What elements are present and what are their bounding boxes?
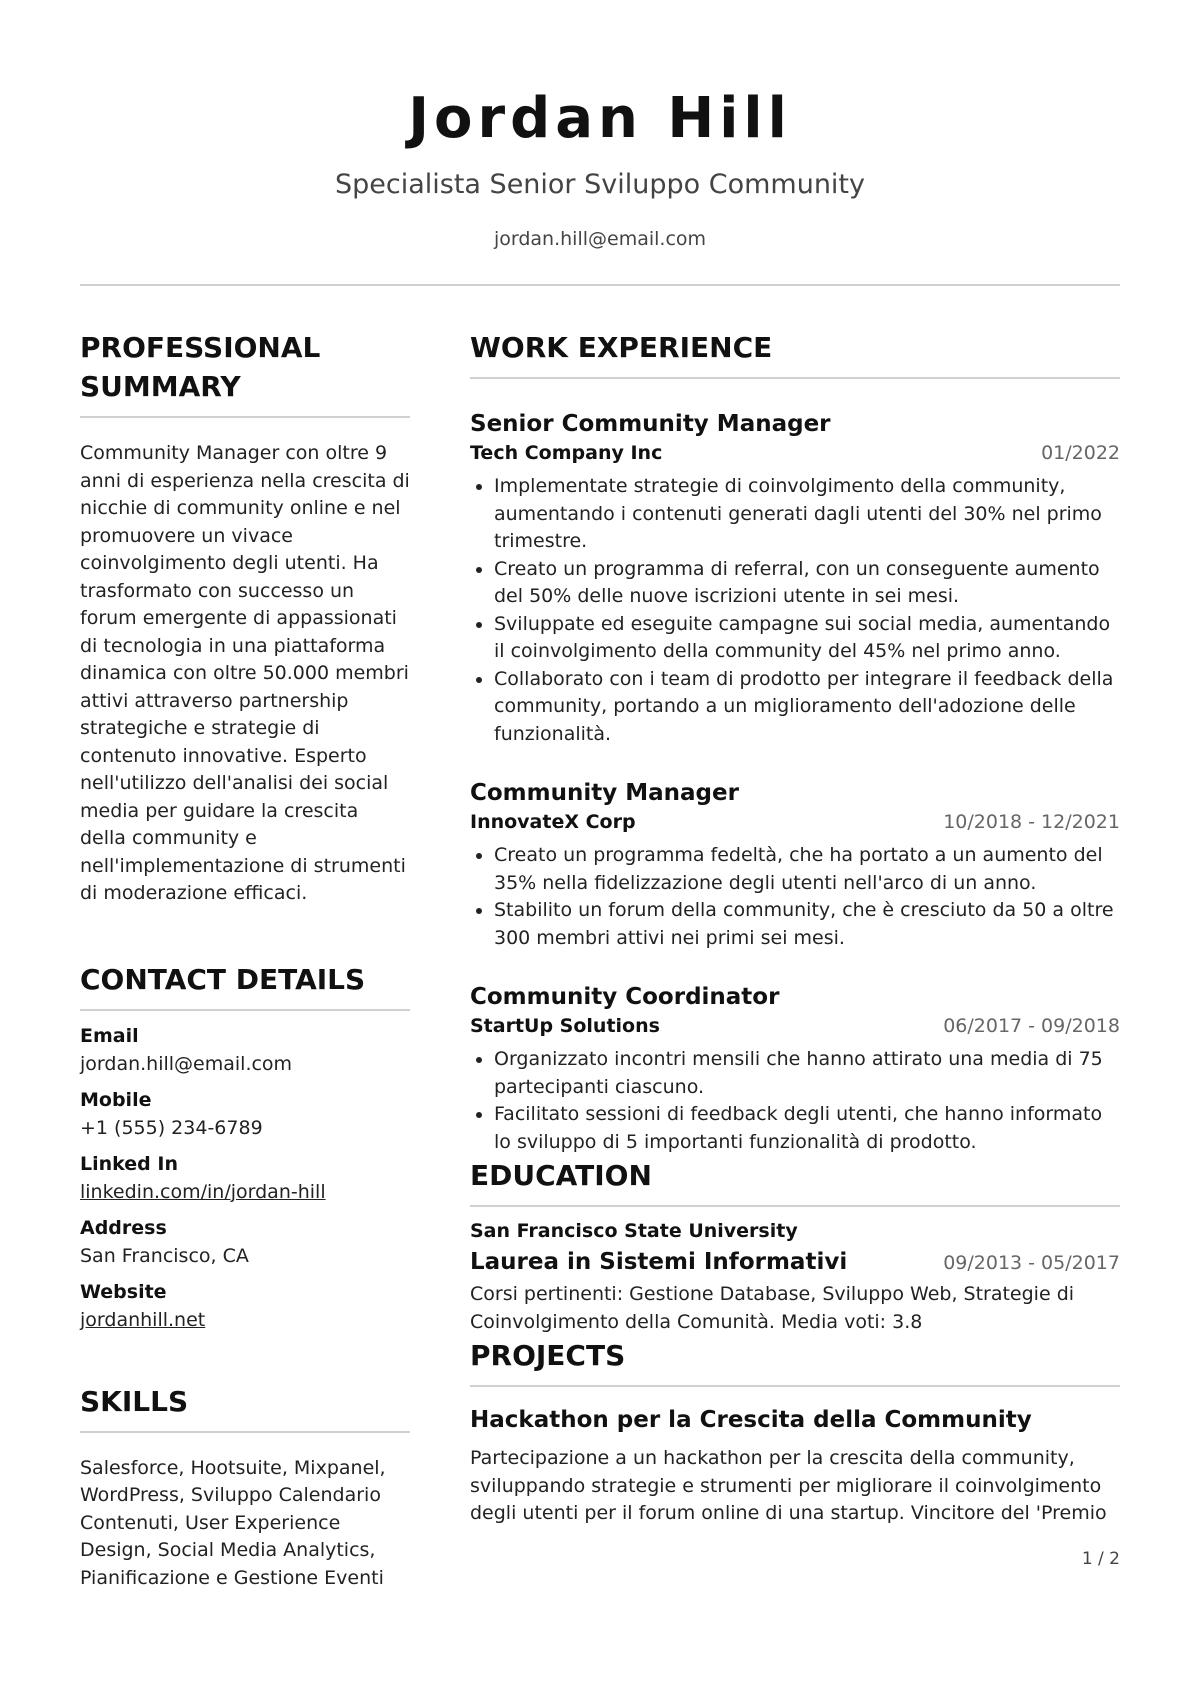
- job-dates: 10/2018 - 12/2021: [943, 811, 1120, 833]
- contact-website-label: Website: [80, 1280, 167, 1303]
- contact-list: [80, 1023, 410, 1334]
- job-dates: 06/2017 - 09/2018: [943, 1015, 1120, 1037]
- contact-email-value: jordan.hill@email.com: [80, 1052, 293, 1075]
- job-entry: [470, 778, 1120, 952]
- projects-heading: PROJECTS: [470, 1339, 626, 1372]
- job-title: Community Coordinator: [470, 984, 780, 1010]
- summary-text: Community Manager con oltre 9 anni di esperienza nella crescita di nicchie di community online e nel promuovere un vivace coinvolgimento degli utenti. Ha trasformato con successo un forum emergente di appassionati di tecnologia in una piattaforma dinamica con oltre 50.000 membri attivi attraverso partnership strategiche e strategie di contenuto innovative. Esperto nell'utilizzo dell'analisi dei social media per guidare la crescita della community e nell'implementazione di strumenti di moderazione efficaci.: [80, 442, 410, 904]
- job-bullet: • Creato un programma di referral, con un conseguente aumento del 50% delle nuove iscrizioni utente in sei mesi.: [494, 556, 1120, 611]
- contact-website-link[interactable]: jordanhill.net: [80, 1308, 206, 1331]
- job-title: Community Manager: [470, 780, 739, 806]
- candidate-name: Jordan Hill: [408, 86, 792, 151]
- job-company: InnovateX Corp: [470, 811, 636, 833]
- project-description: Partecipazione a un hackathon per la crescita della community, sviluppando strategie e strumenti per migliorare il coinvolgimento degli utenti per il forum online di una startup. Vincitore del 'Premio: [470, 1447, 1107, 1524]
- education-dates: 09/2013 - 05/2017: [943, 1252, 1120, 1274]
- job-bullets: [470, 473, 1120, 748]
- job-bullets: [470, 842, 1120, 952]
- job-bullet: • Implementate strategie di coinvolgimento della community, aumentando i contenuti generati dagli utenti del 30% nel primo trimestre.: [494, 473, 1120, 556]
- education-school: San Francisco State University: [470, 1220, 798, 1242]
- skills-heading: SKILLS: [80, 1384, 189, 1418]
- education-degree: Laurea in Sistemi Informativi: [470, 1249, 848, 1275]
- education-description: Corsi pertinenti: Gestione Database, Sviluppo Web, Strategie di Coinvolgimento della Comunità. Media voti: 3.8: [470, 1283, 1075, 1333]
- job-bullet: • Sviluppate ed eseguite campagne sui social media, aumentando il coinvolgimento della community del 45% nel primo anno.: [494, 611, 1120, 666]
- contact-linkedin-link[interactable]: linkedin.com/in/jordan-hill: [80, 1180, 326, 1203]
- contact-email-label: Email: [80, 1024, 139, 1047]
- job-company: StartUp Solutions: [470, 1015, 660, 1037]
- contact-mobile-value: +1 (555) 234-6789: [80, 1116, 263, 1139]
- project-title: Hackathon per la Crescita della Community: [470, 1407, 1032, 1433]
- section-divider: [80, 1009, 410, 1011]
- skills-text: Salesforce, Hootsuite, Mixpanel, WordPress, Sviluppo Calendario Contenuti, User Experience Design, Social Media Analytics, Pianificazione e Gestione Eventi: [80, 1456, 386, 1589]
- job-dates: 01/2022: [1041, 442, 1120, 464]
- contact-linkedin-label: Linked In: [80, 1152, 178, 1175]
- job-bullet: • Collaborato con i team di prodotto per integrare il feedback della community, portando a un miglioramento dell'adozione delle funzionalità.: [494, 666, 1120, 749]
- section-divider: [470, 377, 1120, 379]
- job-bullet: • Creato un programma fedeltà, che ha portato a un aumento del 35% nella fidelizzazione degli utenti nell'arco di un anno.: [494, 842, 1120, 897]
- job-bullet: • Organizzato incontri mensili che hanno attirato una media di 75 partecipanti ciascuno.: [494, 1046, 1120, 1101]
- summary-heading: PROFESSIONAL SUMMARY: [80, 331, 321, 403]
- contact-address-label: Address: [80, 1216, 167, 1239]
- contact-address-value: San Francisco, CA: [80, 1244, 249, 1267]
- job-bullet: • Stabilito un forum della community, che è cresciuto da 50 a oltre 300 membri attivi nei primi sei mesi.: [494, 897, 1120, 952]
- section-divider: [80, 416, 410, 418]
- job-bullet: • Facilitato sessioni di feedback degli utenti, che hanno informato lo sviluppo di 5 importanti funzionalità di prodotto.: [494, 1101, 1120, 1156]
- left-column: [80, 328, 410, 1592]
- job-title: Senior Community Manager: [470, 411, 831, 437]
- section-divider: [80, 1431, 410, 1433]
- header-email: jordan.hill@email.com: [493, 228, 707, 250]
- job-bullets: [470, 1046, 1120, 1156]
- contact-mobile-label: Mobile: [80, 1088, 152, 1111]
- work-heading: WORK EXPERIENCE: [470, 331, 773, 364]
- section-divider: [470, 1385, 1120, 1387]
- right-column: [470, 328, 1120, 1528]
- job-entry: [470, 982, 1120, 1156]
- section-divider: [470, 1205, 1120, 1207]
- candidate-role: Specialista Senior Sviluppo Community: [334, 169, 865, 200]
- page-number: 1 / 2: [1081, 1549, 1120, 1569]
- job-entry: [470, 409, 1120, 748]
- education-heading: EDUCATION: [470, 1159, 652, 1192]
- header-divider: [80, 284, 1120, 286]
- job-company: Tech Company Inc: [470, 442, 663, 464]
- contact-heading: CONTACT DETAILS: [80, 962, 366, 996]
